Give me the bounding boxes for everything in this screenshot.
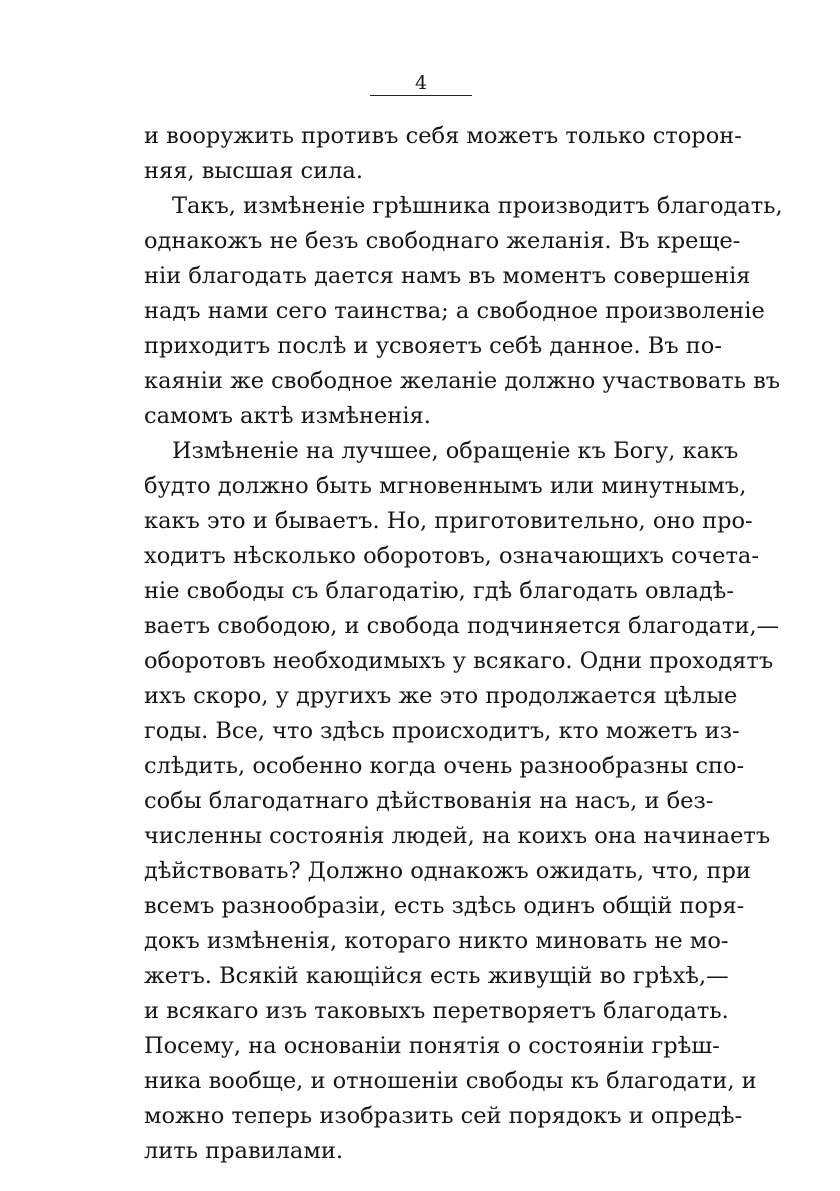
text-line: оборотовъ необходимыхъ у всякаго. Одни проходятъ	[144, 648, 774, 674]
text-line: ходитъ нѣсколько оборотовъ, означающихъ сочета-	[144, 543, 759, 569]
text-line: всемъ разнообразіи, есть здѣсь одинъ общій поря-	[144, 893, 745, 919]
text-line: ваетъ свободою, и свобода подчиняется благодати,—	[144, 613, 780, 639]
text-line: Посему, на основаніи понятія о состояніи грѣш-	[144, 1033, 720, 1059]
text-line: и вооружить противъ себя можетъ только сторон-	[144, 123, 742, 149]
text-line: численны состоянія людей, на коихъ она начинаетъ	[144, 823, 771, 849]
text-line: и всякаго изъ таковыхъ перетворяетъ благодать.	[144, 998, 729, 1024]
text-line: ніи благодать дается намъ въ моментъ совершенія	[144, 263, 751, 289]
text-line: надъ нами сего таинства; а свободное произволеніе	[144, 298, 765, 324]
header-rule	[370, 95, 472, 96]
text-line: можно теперь изобразить сей порядокъ и опредѣ-	[144, 1103, 743, 1129]
paragraph-first-line: Такъ, измѣненіе грѣшника производитъ благодать,	[172, 193, 783, 219]
text-line: докъ измѣненія, котораго никто миновать не мо-	[144, 928, 729, 954]
text-line: ніе свободы съ благодатію, гдѣ благодать овладѣ-	[144, 578, 734, 604]
text-line: лить правилами.	[144, 1138, 343, 1164]
text-line: будто должно быть мгновеннымъ или минутнымъ,	[144, 473, 747, 499]
text-line: няя, высшая сила.	[144, 158, 364, 184]
text-line: каяніи же свободное желаніе должно участвовать въ	[144, 368, 781, 394]
text-line: какъ это и бываетъ. Но, приготовительно, оно про-	[144, 508, 753, 534]
text-line: собы благодатнаго дѣйствованія на насъ, и без-	[144, 788, 714, 814]
page-number: 4	[414, 72, 428, 94]
text-line: годы. Все, что здѣсь происходитъ, кто можетъ из-	[144, 718, 740, 744]
text-line: самомъ актѣ измѣненія.	[144, 403, 431, 429]
text-line: ника вообще, и отношеніи свободы къ благодати, и	[144, 1068, 757, 1094]
text-line: дѣйствовать? Должно однакожъ ожидать, что, при	[144, 858, 751, 884]
text-line: ихъ скоро, у другихъ же это продолжается цѣлые	[144, 683, 738, 709]
text-line: жетъ. Всякій кающійся есть живущій во грѣхѣ,—	[144, 963, 729, 989]
paragraph-first-line: Измѣненіе на лучшее, обращеніе къ Богу, какъ	[172, 438, 739, 464]
text-line: слѣдить, особенно когда очень разнообразны спо-	[144, 753, 745, 779]
text-line: приходитъ послѣ и усвояетъ себѣ данное. Въ по-	[144, 333, 722, 359]
text-line: однакожъ не безъ свободнаго желанія. Въ креще-	[144, 228, 741, 254]
